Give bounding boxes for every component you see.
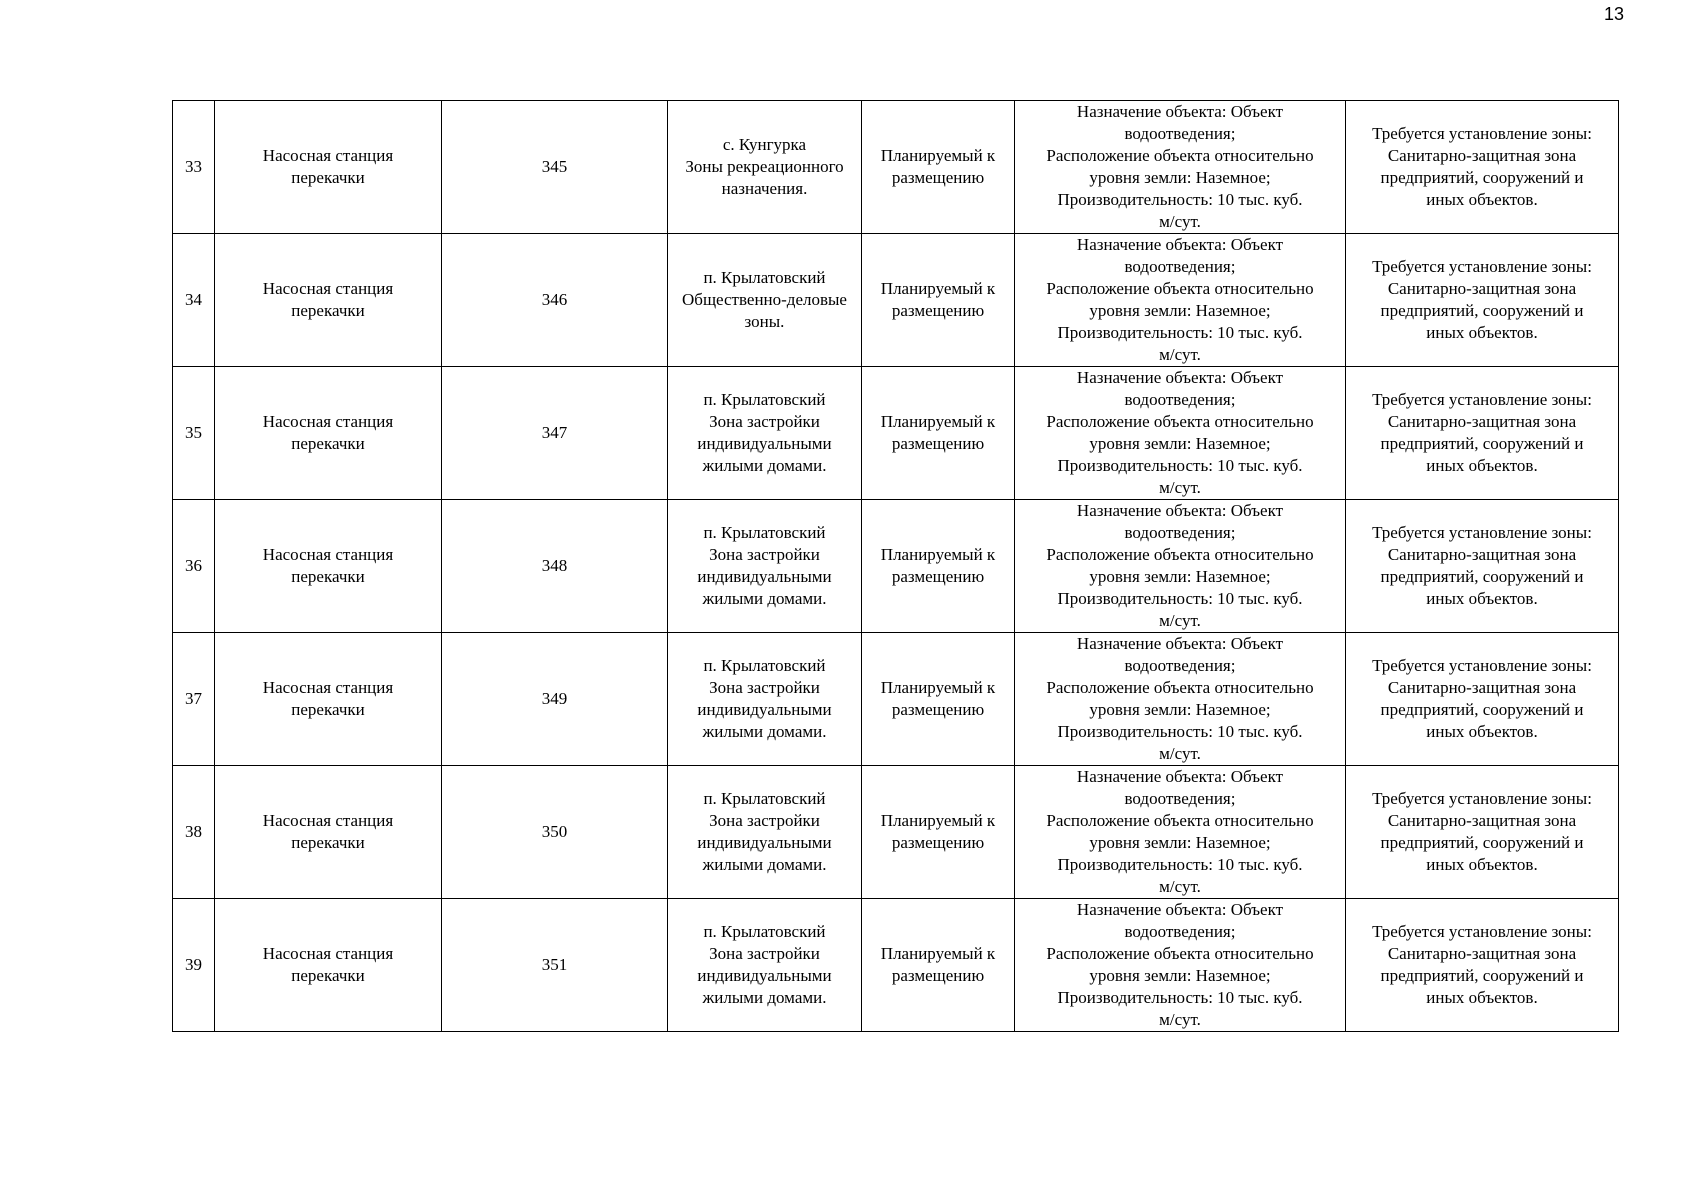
location-line: Зоны рекреационного	[685, 157, 844, 176]
characteristics-line: м/сут.	[1159, 611, 1201, 630]
characteristics-line: Назначение объекта: Объект	[1076, 634, 1284, 653]
characteristics-line: м/сут.	[1159, 877, 1201, 896]
location-line: п. Крылатовский	[703, 922, 826, 941]
zone-line: предприятий, сооружений и	[1380, 966, 1584, 985]
location-line: индивидуальными	[697, 966, 832, 985]
characteristics-line: водоотведения;	[1124, 523, 1236, 542]
status-cell	[862, 367, 1015, 500]
zone-line: иных объектов.	[1426, 988, 1538, 1007]
location-cell	[668, 234, 862, 367]
zone-line: иных объектов.	[1426, 855, 1538, 874]
characteristics-line: м/сут.	[1159, 478, 1201, 497]
characteristics-line: Расположение объекта относительно	[1046, 678, 1314, 697]
location-line: зоны.	[744, 312, 785, 331]
page-number: 13	[1603, 4, 1624, 24]
zone-line: иных объектов.	[1426, 722, 1538, 741]
characteristics-line: Производительность: 10 тыс. куб.	[1057, 456, 1303, 475]
status-cell	[862, 101, 1015, 234]
object-name-line: перекачки	[291, 833, 365, 852]
location-line: жилыми домами.	[702, 722, 827, 741]
object-name-line: Насосная станция	[262, 545, 394, 564]
status-line: размещению	[891, 168, 985, 187]
location-line: жилыми домами.	[702, 988, 827, 1007]
object-name-cell	[215, 500, 442, 633]
location-line: назначения.	[721, 179, 808, 198]
object-name-line: перекачки	[291, 966, 365, 985]
location-line: жилыми домами.	[702, 456, 827, 475]
table-row	[173, 367, 1619, 500]
location-cell	[668, 500, 862, 633]
object-code-cell: 347	[442, 367, 668, 500]
object-name-line: Насосная станция	[262, 412, 394, 431]
status-line: Планируемый к	[880, 944, 996, 963]
characteristics-line: Назначение объекта: Объект	[1076, 900, 1284, 919]
zone-cell	[1346, 101, 1619, 234]
characteristics-line: м/сут.	[1159, 345, 1201, 364]
status-line: размещению	[891, 434, 985, 453]
characteristics-cell	[1015, 633, 1346, 766]
location-line: Зона застройки	[709, 678, 820, 697]
location-line: индивидуальными	[697, 833, 832, 852]
status-line: Планируемый к	[880, 545, 996, 564]
characteristics-cell	[1015, 500, 1346, 633]
characteristics-line: водоотведения;	[1124, 922, 1236, 941]
status-line: размещению	[891, 833, 985, 852]
location-line: Зона застройки	[709, 545, 820, 564]
object-name-cell	[215, 101, 442, 234]
object-code-cell: 350	[442, 766, 668, 899]
characteristics-line: Назначение объекта: Объект	[1076, 102, 1284, 121]
object-code-cell: 346	[442, 234, 668, 367]
zone-cell	[1346, 899, 1619, 1032]
location-cell	[668, 101, 862, 234]
characteristics-line: Расположение объекта относительно	[1046, 545, 1314, 564]
object-name-line: Насосная станция	[262, 811, 394, 830]
characteristics-cell	[1015, 101, 1346, 234]
status-line: Планируемый к	[880, 811, 996, 830]
status-cell	[862, 633, 1015, 766]
location-line: п. Крылатовский	[703, 656, 826, 675]
characteristics-line: Производительность: 10 тыс. куб.	[1057, 988, 1303, 1007]
characteristics-line: уровня земли: Наземное;	[1089, 833, 1271, 852]
row-number-cell: 36	[173, 500, 215, 633]
location-line: Зона застройки	[709, 412, 820, 431]
zone-cell	[1346, 633, 1619, 766]
status-line: Планируемый к	[880, 678, 996, 697]
status-line: Планируемый к	[880, 279, 996, 298]
table-row	[173, 899, 1619, 1032]
zone-line: предприятий, сооружений и	[1380, 168, 1584, 187]
characteristics-line: Производительность: 10 тыс. куб.	[1057, 855, 1303, 874]
characteristics-line: Расположение объекта относительно	[1046, 146, 1314, 165]
object-name-line: Насосная станция	[262, 146, 394, 165]
location-line: п. Крылатовский	[703, 789, 826, 808]
location-line: Зона застройки	[709, 944, 820, 963]
characteristics-line: уровня земли: Наземное;	[1089, 567, 1271, 586]
characteristics-cell	[1015, 234, 1346, 367]
zone-cell	[1346, 367, 1619, 500]
location-line: жилыми домами.	[702, 589, 827, 608]
object-name-cell	[215, 633, 442, 766]
characteristics-line: Расположение объекта относительно	[1046, 944, 1314, 963]
zone-line: Требуется установление зоны:	[1372, 523, 1592, 542]
zone-line: Требуется установление зоны:	[1372, 390, 1592, 409]
zone-cell	[1346, 234, 1619, 367]
zone-line: Требуется установление зоны:	[1372, 922, 1592, 941]
zone-line: Санитарно-защитная зона	[1387, 412, 1577, 431]
characteristics-line: водоотведения;	[1124, 257, 1236, 276]
object-code-cell: 351	[442, 899, 668, 1032]
characteristics-cell	[1015, 367, 1346, 500]
status-cell	[862, 766, 1015, 899]
location-line: Общественно-деловые	[682, 290, 847, 309]
location-cell	[668, 899, 862, 1032]
zone-line: предприятий, сооружений и	[1380, 301, 1584, 320]
location-line: жилыми домами.	[702, 855, 827, 874]
location-line: п. Крылатовский	[703, 523, 826, 542]
characteristics-line: Расположение объекта относительно	[1046, 811, 1314, 830]
status-cell	[862, 234, 1015, 367]
location-line: индивидуальными	[697, 567, 832, 586]
characteristics-line: водоотведения;	[1124, 124, 1236, 143]
object-code-cell: 348	[442, 500, 668, 633]
object-name-line: Насосная станция	[262, 678, 394, 697]
object-name-line: перекачки	[291, 700, 365, 719]
table-row	[173, 234, 1619, 367]
status-line: размещению	[891, 700, 985, 719]
characteristics-line: водоотведения;	[1124, 789, 1236, 808]
location-line: с. Кунгурка	[722, 135, 807, 154]
status-line: Планируемый к	[880, 412, 996, 431]
object-name-line: перекачки	[291, 168, 365, 187]
row-number-cell: 35	[173, 367, 215, 500]
zone-line: Санитарно-защитная зона	[1387, 678, 1577, 697]
object-name-cell	[215, 234, 442, 367]
row-number-cell: 37	[173, 633, 215, 766]
zone-line: иных объектов.	[1426, 323, 1538, 342]
zone-line: иных объектов.	[1426, 589, 1538, 608]
zone-line: иных объектов.	[1426, 190, 1538, 209]
object-name-line: перекачки	[291, 567, 365, 586]
characteristics-line: водоотведения;	[1124, 390, 1236, 409]
zone-line: предприятий, сооружений и	[1380, 700, 1584, 719]
object-code-cell: 349	[442, 633, 668, 766]
characteristics-cell	[1015, 899, 1346, 1032]
status-line: размещению	[891, 567, 985, 586]
zone-line: Санитарно-защитная зона	[1387, 146, 1577, 165]
location-cell	[668, 766, 862, 899]
characteristics-cell	[1015, 766, 1346, 899]
table-row	[173, 500, 1619, 633]
table-row	[173, 766, 1619, 899]
characteristics-line: Назначение объекта: Объект	[1076, 767, 1284, 786]
characteristics-line: Расположение объекта относительно	[1046, 279, 1314, 298]
location-line: п. Крылатовский	[703, 390, 826, 409]
characteristics-line: уровня земли: Наземное;	[1089, 700, 1271, 719]
location-line: индивидуальными	[697, 700, 832, 719]
table-row	[173, 101, 1619, 234]
table-body	[173, 101, 1619, 1032]
object-name-line: Насосная станция	[262, 279, 394, 298]
table-row	[173, 633, 1619, 766]
zone-line: предприятий, сооружений и	[1380, 833, 1584, 852]
zone-line: иных объектов.	[1426, 456, 1538, 475]
zone-line: Санитарно-защитная зона	[1387, 944, 1577, 963]
zone-cell	[1346, 766, 1619, 899]
location-cell	[668, 633, 862, 766]
object-name-cell	[215, 899, 442, 1032]
characteristics-line: Производительность: 10 тыс. куб.	[1057, 323, 1303, 342]
status-line: размещению	[891, 301, 985, 320]
status-line: размещению	[891, 966, 985, 985]
characteristics-line: уровня земли: Наземное;	[1089, 966, 1271, 985]
characteristics-line: Производительность: 10 тыс. куб.	[1057, 190, 1303, 209]
zone-line: предприятий, сооружений и	[1380, 567, 1584, 586]
characteristics-line: м/сут.	[1159, 1010, 1201, 1029]
zone-line: Санитарно-защитная зона	[1387, 811, 1577, 830]
location-line: индивидуальными	[697, 434, 832, 453]
characteristics-line: уровня земли: Наземное;	[1089, 168, 1271, 187]
zone-line: Требуется установление зоны:	[1372, 124, 1592, 143]
characteristics-line: Назначение объекта: Объект	[1076, 235, 1284, 254]
characteristics-line: Расположение объекта относительно	[1046, 412, 1314, 431]
row-number-cell: 39	[173, 899, 215, 1032]
status-cell	[862, 899, 1015, 1032]
row-number-cell: 34	[173, 234, 215, 367]
object-name-line: перекачки	[291, 434, 365, 453]
object-name-cell	[215, 766, 442, 899]
object-name-line: Насосная станция	[262, 944, 394, 963]
status-line: Планируемый к	[880, 146, 996, 165]
object-name-line: перекачки	[291, 301, 365, 320]
characteristics-line: м/сут.	[1159, 744, 1201, 763]
characteristics-line: водоотведения;	[1124, 656, 1236, 675]
zone-line: Санитарно-защитная зона	[1387, 279, 1577, 298]
zone-line: Требуется установление зоны:	[1372, 789, 1592, 808]
zone-cell	[1346, 500, 1619, 633]
characteristics-line: м/сут.	[1159, 212, 1201, 231]
object-name-cell	[215, 367, 442, 500]
object-code-cell: 345	[442, 101, 668, 234]
location-cell	[668, 367, 862, 500]
objects-table	[172, 100, 1619, 1032]
zone-line: предприятий, сооружений и	[1380, 434, 1584, 453]
characteristics-line: уровня земли: Наземное;	[1089, 301, 1271, 320]
characteristics-line: Назначение объекта: Объект	[1076, 368, 1284, 387]
characteristics-line: уровня земли: Наземное;	[1089, 434, 1271, 453]
characteristics-line: Производительность: 10 тыс. куб.	[1057, 722, 1303, 741]
zone-line: Требуется установление зоны:	[1372, 257, 1592, 276]
status-cell	[862, 500, 1015, 633]
location-line: п. Крылатовский	[703, 268, 826, 287]
characteristics-line: Производительность: 10 тыс. куб.	[1057, 589, 1303, 608]
row-number-cell: 38	[173, 766, 215, 899]
zone-line: Требуется установление зоны:	[1372, 656, 1592, 675]
characteristics-line: Назначение объекта: Объект	[1076, 501, 1284, 520]
zone-line: Санитарно-защитная зона	[1387, 545, 1577, 564]
row-number-cell: 33	[173, 101, 215, 234]
location-line: Зона застройки	[709, 811, 820, 830]
